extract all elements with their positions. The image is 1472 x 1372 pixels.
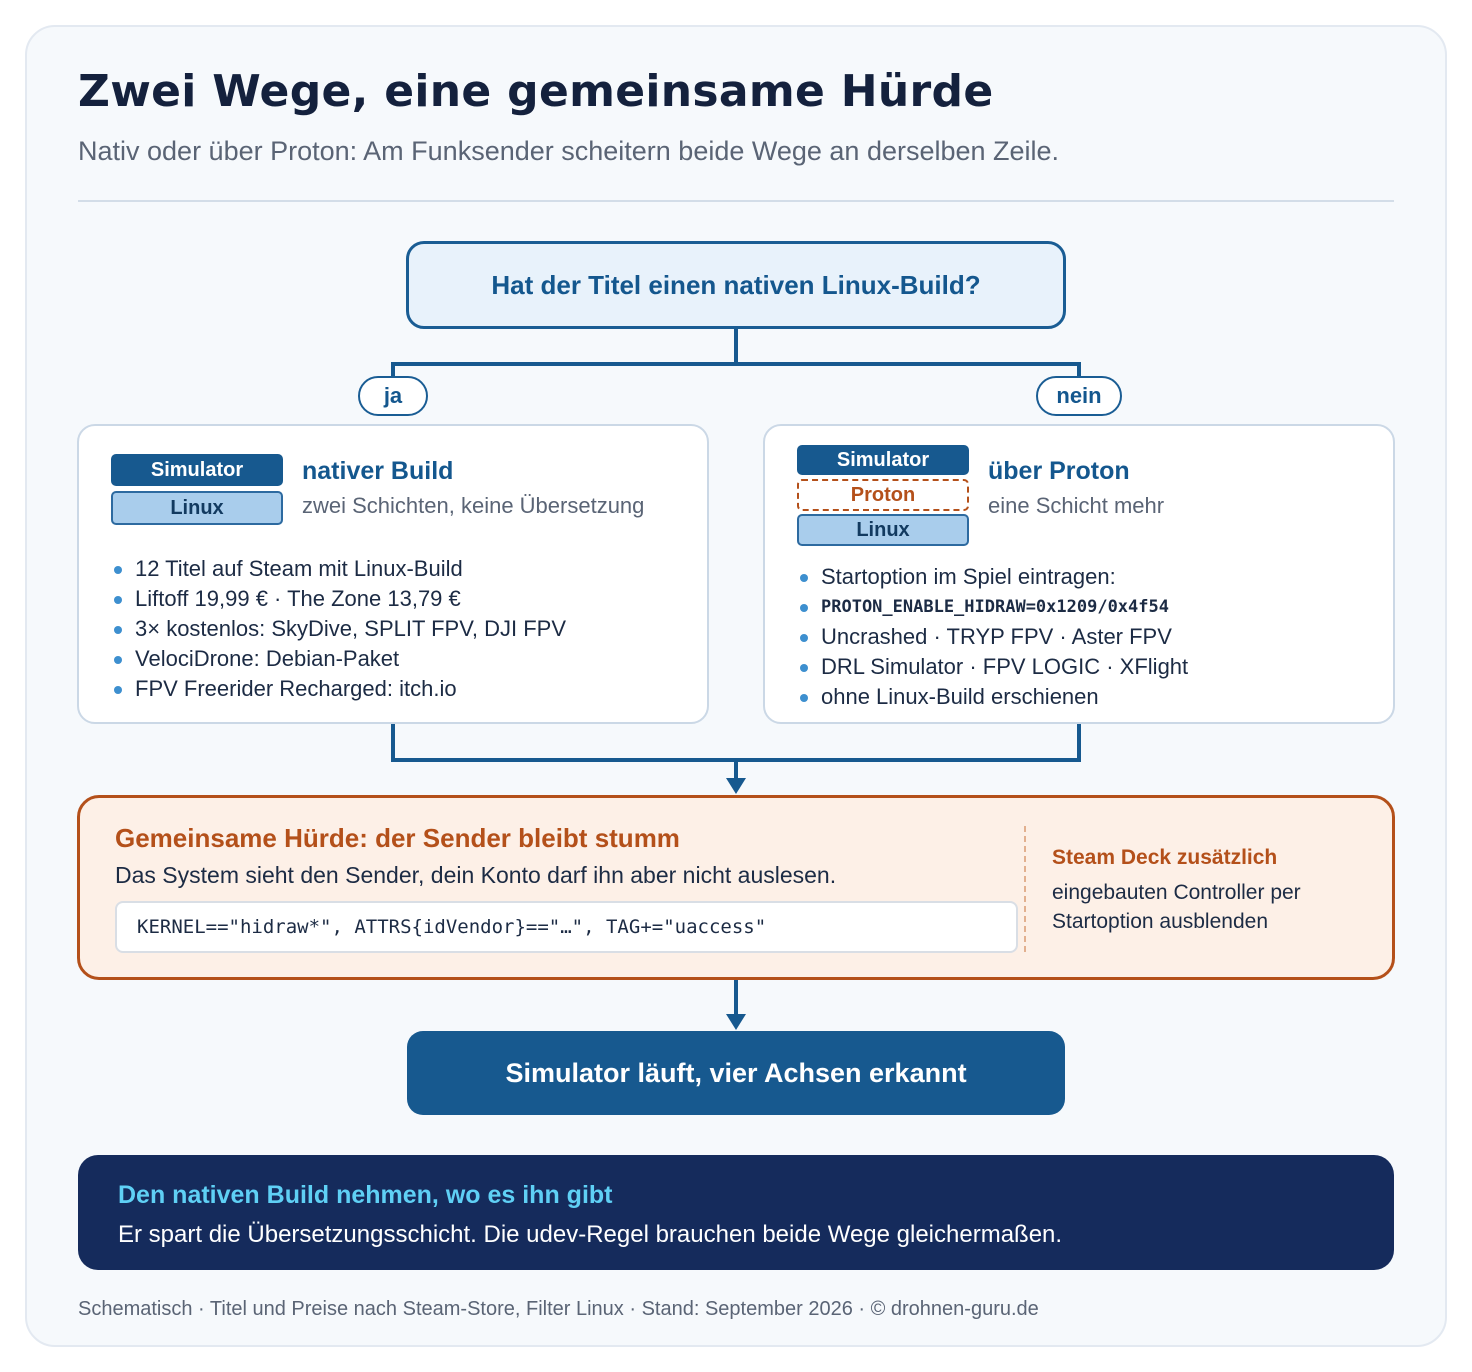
layer-linux: Linux: [111, 491, 283, 525]
recommendation-title: Den nativen Build nehmen, wo es ihn gibt: [118, 1181, 613, 1209]
decision-question: Hat der Titel einen nativen Linux-Build?: [406, 241, 1066, 329]
list-item: 12 Titel auf Steam mit Linux-Build: [111, 554, 566, 584]
connector-question-stem: [734, 329, 738, 365]
list-item: Uncrashed · TRYP FPV · Aster FPV: [797, 622, 1188, 652]
connector-branch-horizontal: [391, 362, 1081, 366]
native-build-title: nativer Build: [302, 457, 454, 485]
native-build-list: [111, 554, 566, 704]
list-item: VelociDrone: Debian-Paket: [111, 644, 566, 674]
proton-panel: [763, 424, 1395, 724]
list-item: DRL Simulator · FPV LOGIC · XFlight: [797, 652, 1188, 682]
connector-merge-left: [391, 722, 395, 762]
branch-label-yes: ja: [358, 376, 428, 416]
hurdle-title: Gemeinsame Hürde: der Sender bleibt stumm: [115, 823, 680, 853]
hurdle-divider: [1024, 826, 1026, 952]
branch-label-no: nein: [1036, 376, 1122, 416]
list-item: Liftoff 19,99 € · The Zone 13,79 €: [111, 584, 566, 614]
layer-linux: Linux: [797, 514, 969, 546]
common-hurdle-box: [77, 795, 1395, 980]
list-item: 3× kostenlos: SkyDive, SPLIT FPV, DJI FPV: [111, 614, 566, 644]
native-build-panel: [77, 424, 709, 724]
proton-list: [797, 562, 1188, 712]
steam-deck-title: Steam Deck zusätzlich: [1052, 846, 1278, 869]
recommendation-text: Er spart die Übersetzungsschicht. Die udev-Regel brauchen beide Wege gleichermaßen.: [118, 1221, 1063, 1248]
header-divider: [78, 200, 1394, 202]
result-box: Simulator läuft, vier Achsen erkannt: [407, 1031, 1065, 1115]
arrow-down-icon: [726, 1014, 746, 1030]
steam-deck-text: eingebauten Controller per Startoption ausblenden: [1052, 881, 1301, 933]
connector-merge-right: [1077, 722, 1081, 762]
native-build-subtitle: zwei Schichten, keine Übersetzung: [302, 493, 645, 518]
hurdle-text: Das System sieht den Sender, dein Konto darf ihn aber nicht auslesen.: [115, 862, 837, 888]
recommendation-box: [78, 1155, 1394, 1270]
page-subtitle: Nativ oder über Proton: Am Funksender scheitern beide Wege an derselben Zeile.: [78, 136, 1060, 166]
list-item: FPV Freerider Recharged: itch.io: [111, 674, 566, 704]
arrow-down-icon: [726, 778, 746, 794]
list-item: ohne Linux-Build erschienen: [797, 682, 1188, 712]
layer-simulator: Simulator: [111, 454, 283, 486]
connector-result-stem: [734, 980, 738, 1018]
footer-note: Schematisch · Titel und Preise nach Steam-Store, Filter Linux · Stand: September 2026 · © drohnen-guru.de: [78, 1298, 1039, 1320]
udev-rule-code: KERNEL=="hidraw*", ATTRS{idVendor}=="…", TAG+="uaccess": [115, 901, 1018, 953]
layer-simulator: Simulator: [797, 445, 969, 475]
proton-subtitle: eine Schicht mehr: [988, 493, 1165, 518]
layer-proton: Proton: [797, 479, 969, 511]
page-title: Zwei Wege, eine gemeinsame Hürde: [78, 66, 994, 117]
list-item-env-variable: PROTON_ENABLE_HIDRAW=0x1209/0x4f54: [797, 592, 1188, 622]
list-item: Startoption im Spiel eintragen:: [797, 562, 1188, 592]
proton-title: über Proton: [988, 457, 1130, 485]
